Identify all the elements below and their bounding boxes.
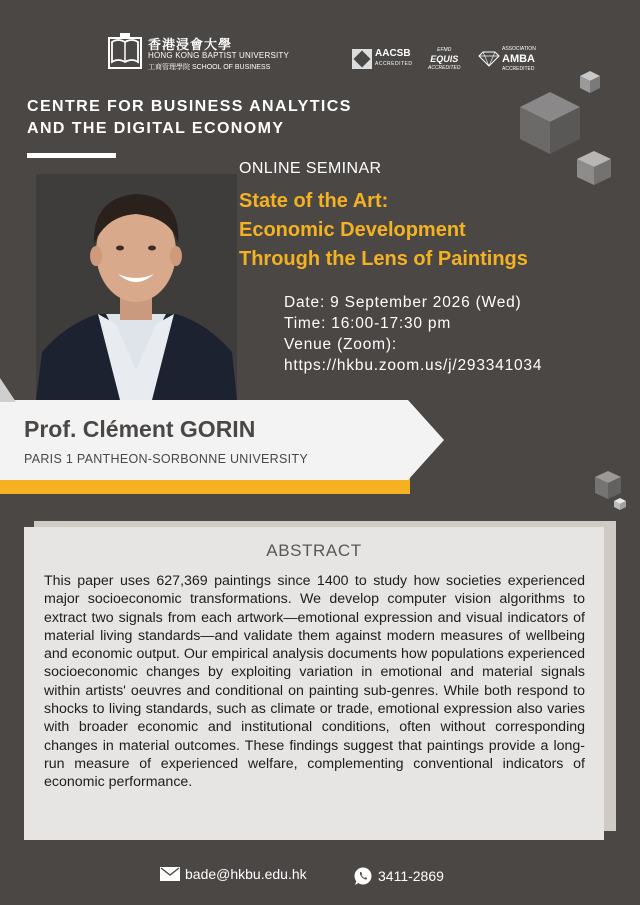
footer-email[interactable] [160,866,307,882]
speaker-affiliation: PARIS 1 PANTHEON-SORBONNE UNIVERSITY [24,452,308,466]
abstract-heading: ABSTRACT [266,541,362,560]
seminar-venue: Venue (Zoom): [284,336,397,353]
centre-title-line-1: CENTRE FOR BUSINESS ANALYTICS [27,98,352,115]
seminar-details [284,292,542,376]
amba-label: AMBA [502,53,535,65]
seminar-time: Time: 16:00-17:30 pm [284,315,452,332]
amba-top: ASSOCIATION [502,46,536,52]
phone-number[interactable]: 3411-2869 [378,868,444,884]
amba-logo [478,46,536,72]
hkbu-logo-icon [108,32,142,70]
speaker-name: Prof. Clément GORIN [24,416,256,442]
whatsapp-icon [353,866,373,886]
cube-icon [613,497,627,511]
equis-top: EFMD [437,46,452,53]
email-address[interactable]: bade@hkbu.edu.hk [185,866,307,882]
centre-title-line-2: AND THE DIGITAL ECONOMY [27,120,285,137]
university-name-cn: 香港浸會大學 [148,38,233,53]
university-name-en: HONG KONG BAPTIST UNIVERSITY [148,51,290,60]
zoom-link[interactable]: https://hkbu.zoom.us/j/293341034 [284,357,543,374]
banner-fold [0,378,16,402]
amba-icon [478,51,500,67]
seminar-title [239,187,528,274]
cube-icon [576,150,612,186]
equis-sub: ACCREDITED [428,64,461,71]
centre-title [27,96,352,140]
equis-logo [428,46,461,72]
aacsb-sub: ACCREDITED [375,61,413,67]
equis-label: EQUIS [430,53,459,64]
cube-icon [594,470,622,500]
seminar-title-line-2: Economic Development [239,219,466,241]
hkbu-logo [108,30,290,74]
speaker-photo [36,174,237,400]
aacsb-label: AACSB [375,48,411,59]
seminar-title-line-3: Through the Lens of Paintings [239,248,528,270]
seminar-title-line-1: State of the Art: [239,190,389,212]
school-name: 工商管理學院 SCHOOL OF BUSINESS [148,64,271,71]
cube-icon [517,90,583,156]
speaker-portrait-image [36,174,237,400]
seminar-date: Date: 9 September 2026 (Wed) [284,294,522,311]
amba-sub: ACCREDITED [502,66,535,72]
title-rule [27,153,116,158]
mail-icon [160,867,180,881]
seminar-label: ONLINE SEMINAR [239,160,382,177]
aacsb-icon [352,49,372,69]
accent-bar [0,478,410,494]
footer-phone[interactable] [353,866,444,886]
abstract-body: This paper uses 627,369 paintings since 1400 to study how societies experienced major socioeconomic transformations. We develop computer vision algorithms to extract two signals from each artwork—emotional expression and visual indicators of material living standards—and validate them against modern measures of wellbeing and economic output. Our empirical analysis documents how populations experienced socioeconomic changes by exploiting variation in emotional and material signals within artists' oeuvres and conditional on painting sub-genres. While both respond to shocks to living standards, such as climate or trade, emotional expression also varies with broader economic and institutional conditions, often without corresponding changes in material outcomes. These findings suggest that paintings provide a long-run measure of experienced welfare, complementing conventional indicators of economic performance. [44,573,585,791]
aacsb-logo [352,46,413,72]
